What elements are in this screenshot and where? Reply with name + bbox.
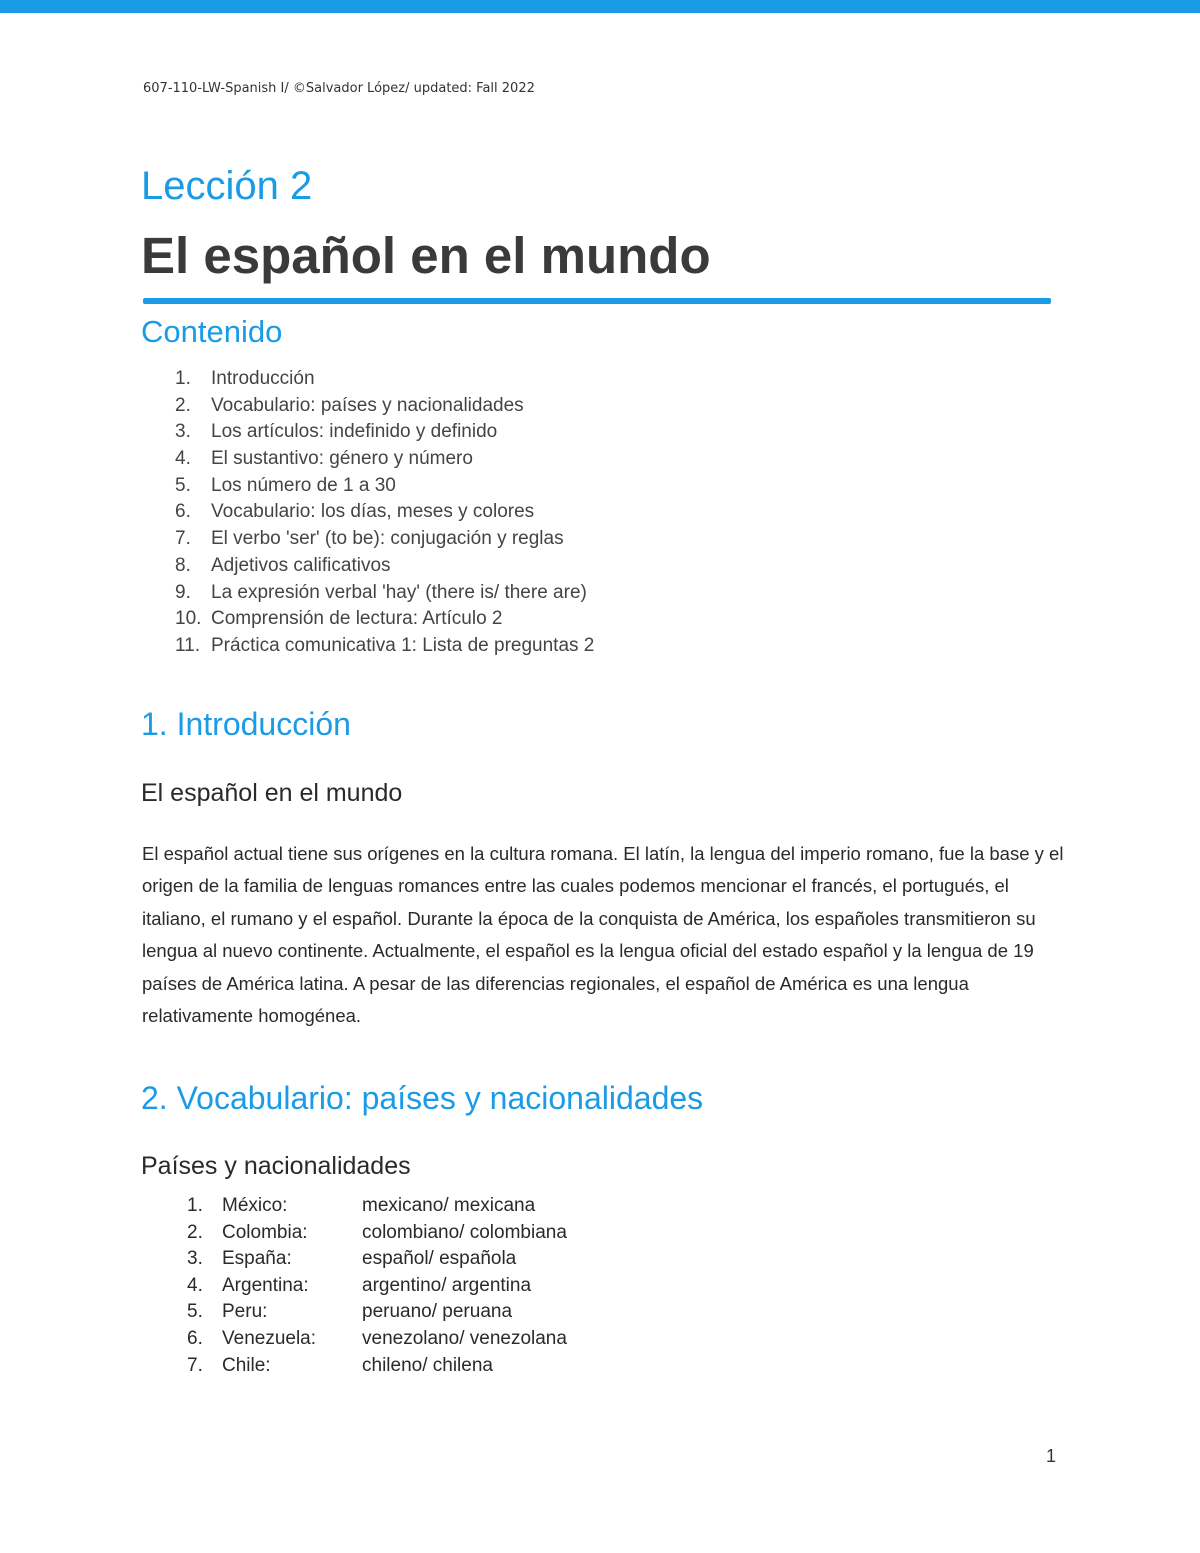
section-heading-vocabulario: 2. Vocabulario: países y nacionalidades bbox=[141, 1080, 704, 1116]
country-name: Venezuela: bbox=[222, 1327, 317, 1349]
toc-number: 2. bbox=[175, 394, 191, 416]
nationality: peruano/ peruana bbox=[362, 1301, 513, 1323]
title-divider bbox=[143, 298, 1051, 304]
toc-number: 1. bbox=[175, 368, 191, 389]
country-name: Colombia: bbox=[222, 1221, 308, 1243]
item-number: 3. bbox=[187, 1248, 203, 1270]
toc-number: 11. bbox=[175, 634, 201, 656]
top-accent-bar bbox=[0, 0, 1200, 13]
toc-number: 3. bbox=[175, 421, 191, 443]
subheading-espanol-mundo: El español en el mundo bbox=[141, 779, 403, 807]
toc-text: Los número de 1 a 30 bbox=[211, 474, 396, 496]
nationality: argentino/ argentina bbox=[362, 1274, 532, 1296]
item-number: 7. bbox=[187, 1354, 203, 1376]
subheading-paises: Países y nacionalidades bbox=[141, 1152, 411, 1180]
item-number: 5. bbox=[187, 1301, 203, 1323]
toc-number: 6. bbox=[175, 501, 191, 523]
country-name: México: bbox=[222, 1195, 288, 1216]
nationality: colombiano/ colombiana bbox=[362, 1221, 567, 1243]
section-heading-introduccion: 1. Introducción bbox=[141, 706, 351, 742]
toc-text: Adjetivos calificativos bbox=[211, 554, 391, 576]
country-name: Chile: bbox=[222, 1354, 271, 1376]
toc-number: 5. bbox=[175, 474, 191, 496]
toc-number: 7. bbox=[175, 528, 191, 550]
country-name: España: bbox=[222, 1248, 292, 1270]
lesson-title: El español en el mundo bbox=[141, 227, 711, 284]
nationality: español/ española bbox=[362, 1248, 517, 1270]
toc-text: El verbo 'ser' (to be): conjugación y reglas bbox=[211, 528, 564, 550]
toc-text: Comprensión de lectura: Artículo 2 bbox=[211, 608, 503, 630]
country-name: Argentina: bbox=[222, 1274, 309, 1296]
toc-number: 10. bbox=[175, 608, 202, 630]
item-number: 6. bbox=[187, 1327, 203, 1349]
toc-text: Los artículos: indefinido y definido bbox=[211, 421, 498, 443]
nationality: venezolano/ venezolana bbox=[362, 1327, 567, 1349]
toc-number: 9. bbox=[175, 581, 191, 603]
item-number: 2. bbox=[187, 1221, 203, 1243]
nationality: mexicano/ mexicana bbox=[362, 1195, 536, 1216]
toc-number: 8. bbox=[175, 554, 191, 576]
toc-text: Vocabulario: países y nacionalidades bbox=[211, 394, 524, 416]
contents-heading: Contenido bbox=[141, 314, 283, 349]
toc-text: Práctica comunicativa 1: Lista de preguntas 2 bbox=[211, 634, 595, 656]
page-number: 1 bbox=[1046, 1446, 1057, 1466]
toc-number: 4. bbox=[175, 448, 191, 470]
toc-text: Introducción bbox=[211, 368, 315, 389]
nationality: chileno/ chilena bbox=[362, 1354, 493, 1376]
document-header: 607-110-LW-Spanish I/ ©Salvador López/ updated: Fall 2022 bbox=[143, 81, 535, 96]
item-number: 1. bbox=[187, 1195, 203, 1216]
toc-text: El sustantivo: género y número bbox=[211, 448, 473, 470]
toc-text: La expresión verbal 'hay' (there is/ there are) bbox=[211, 581, 587, 603]
intro-paragraph: El español actual tiene sus orígenes en la cultura romana. El latín, la lengua del imperio romano, fue la base y el origen de la familia de lenguas romances entre las cuales podemos mencionar el francés, el portugués, el italiano, el rumano y el español. Durante la época de la conquista de América, los españoles transmitieron su lengua al nuevo continente. Actualmente, el español es la lengua oficial del estado español y la lengua de 19 países de América latina. A pesar de las diferencias regionales, el español de América es una lengua relativamente homogénea. bbox=[142, 843, 1064, 1027]
item-number: 4. bbox=[187, 1274, 203, 1296]
toc-text: Vocabulario: los días, meses y colores bbox=[211, 501, 535, 523]
country-name: Peru: bbox=[222, 1301, 268, 1323]
lesson-label: Lección 2 bbox=[141, 164, 313, 208]
